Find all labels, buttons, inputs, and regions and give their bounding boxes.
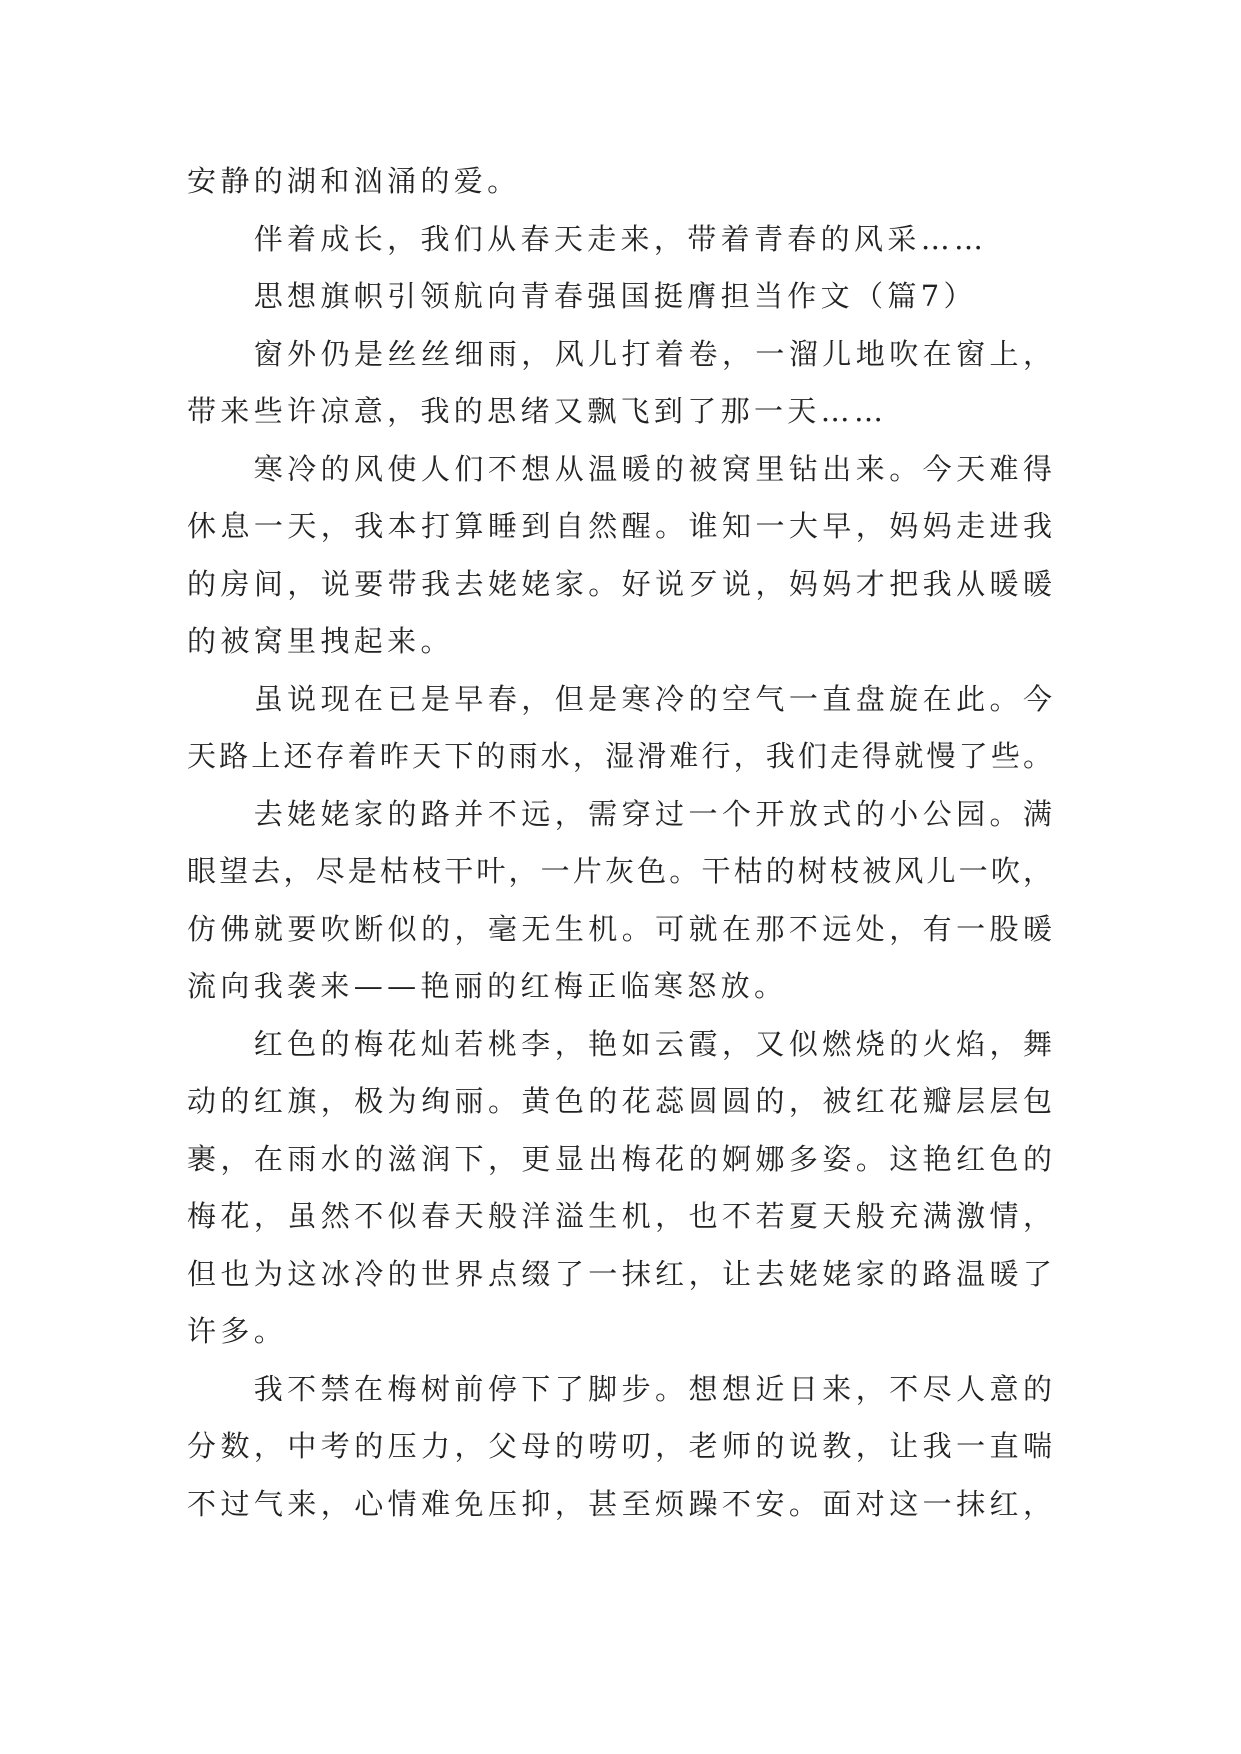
text-line: 去姥姥家的路并不远，需穿过一个开放式的小公园。满 xyxy=(253,796,1054,831)
text-line: 窗外仍是丝丝细雨，风儿打着卷，一溜儿地吹在窗上， xyxy=(253,336,1054,371)
essay-title-text: 思想旗帜引领航向青春强国挺膺担当作文（篇7） xyxy=(253,279,977,313)
text-line: 虽说现在已是早春，但是寒冷的空气一直盘旋在此。今 xyxy=(253,681,1054,716)
text-line: 裹，在雨水的滋润下，更显出梅花的婀娜多姿。这艳红色的 xyxy=(187,1141,1054,1176)
text-line: 流向我袭来——艳丽的红梅正临寒怒放。 xyxy=(187,969,788,1003)
text-line: 天路上还存着昨天下的雨水，湿滑难行，我们走得就慢了些。 xyxy=(187,739,1054,773)
text-line: 梅花，虽然不似春天般洋溢生机，也不若夏天般充满激情， xyxy=(187,1199,1054,1233)
essay-title xyxy=(187,268,1054,326)
text-line: 的被窝里拽起来。 xyxy=(187,624,454,658)
text-line: 带来些许凉意，我的思绪又飘飞到了那一天…… xyxy=(187,394,888,428)
text-line: 但也为这冰冷的世界点缀了一抹红，让去姥姥家的路温暖了 xyxy=(187,1256,1054,1291)
paragraph xyxy=(187,211,1054,269)
paragraph xyxy=(187,153,1054,211)
text-line: 不过气来，心情难免压抑，甚至烦躁不安。面对这一抹红， xyxy=(187,1486,1054,1521)
text-line: 休息一天，我本打算睡到自然醒。谁知一大早，妈妈走进我 xyxy=(187,509,1054,543)
paragraph xyxy=(187,1361,1054,1534)
paragraph xyxy=(187,326,1054,441)
text-line: 我不禁在梅树前停下了脚步。想想近日来，不尽人意的 xyxy=(253,1371,1054,1406)
text-line: 眼望去，尽是枯枝干叶，一片灰色。干枯的树枝被风儿一吹， xyxy=(187,854,1054,888)
text-line: 红色的梅花灿若桃李，艳如云霞，又似燃烧的火焰，舞 xyxy=(253,1026,1054,1061)
text-line: 分数，中考的压力，父母的唠叨，老师的说教，让我一直喘 xyxy=(187,1429,1054,1463)
text-line: 伴着成长，我们从春天走来，带着青春的风采…… xyxy=(253,221,988,256)
text-line: 许多。 xyxy=(187,1314,288,1348)
paragraph xyxy=(187,1016,1054,1361)
text-line: 动的红旗，极为绚丽。黄色的花蕊圆圆的，被红花瓣层层包 xyxy=(187,1084,1054,1118)
text-line: 安静的湖和汹涌的爱。 xyxy=(187,164,521,198)
text-line: 仿佛就要吹断似的，毫无生机。可就在那不远处，有一股暖 xyxy=(187,911,1054,946)
text-line: 的房间，说要带我去姥姥家。好说歹说，妈妈才把我从暖暖 xyxy=(187,566,1054,601)
paragraph xyxy=(187,671,1054,786)
paragraph xyxy=(187,786,1054,1016)
document-body xyxy=(187,153,1054,1533)
text-line: 寒冷的风使人们不想从温暖的被窝里钻出来。今天难得 xyxy=(253,451,1054,486)
paragraph xyxy=(187,441,1054,671)
